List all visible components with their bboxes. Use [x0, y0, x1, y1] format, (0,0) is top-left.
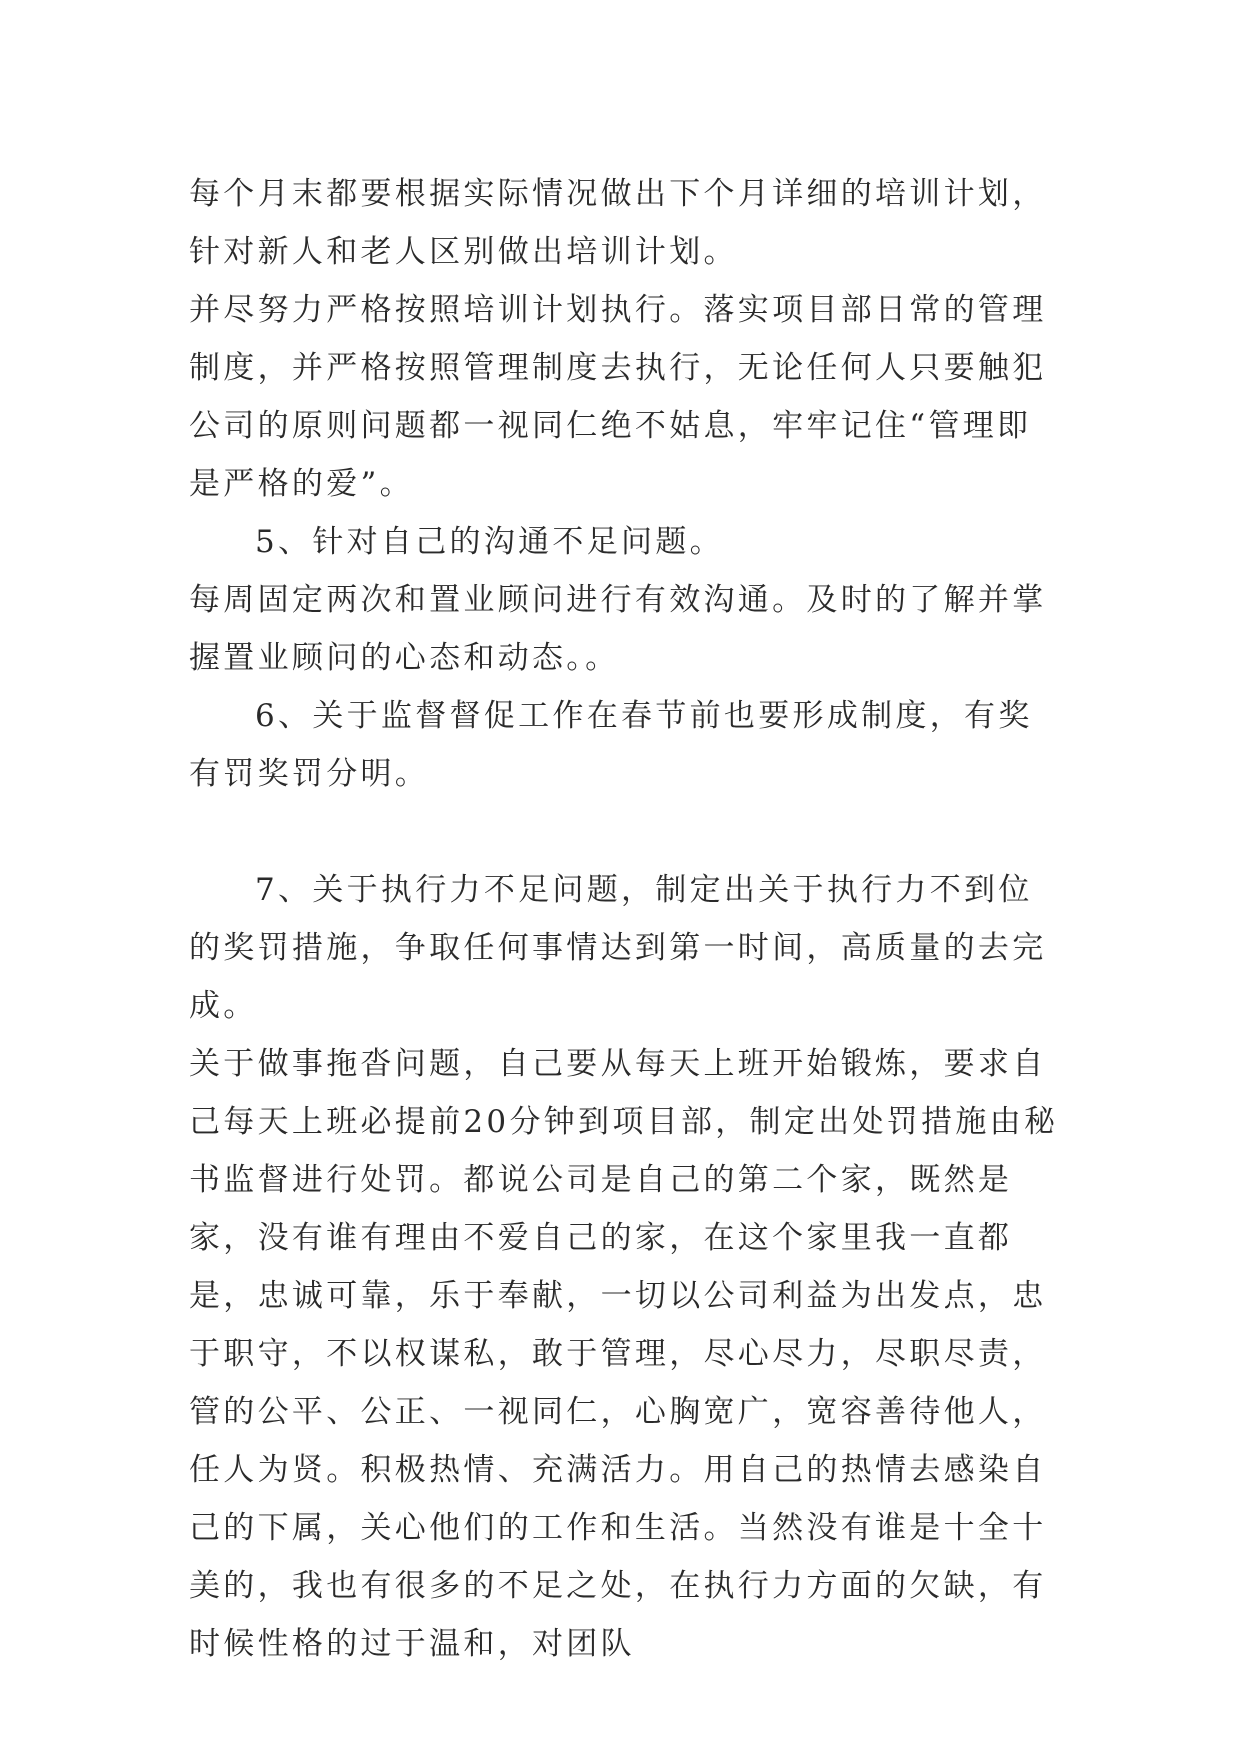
- paragraph-training-plan: 每个月末都要根据实际情况做出下个月详细的培训计划，针对新人和老人区别做出培训计划。: [189, 176, 1047, 270]
- paragraph-spacer: [189, 803, 1059, 861]
- paragraph-item-5: 5、针对自己的沟通不足问题。: [255, 524, 724, 560]
- paragraph-procrastination: 关于做事拖沓问题，自己要从每天上班开始锻炼，要求自己每天上班必提前20分钟到项目部，制定出处罚措施由秘书监督进行处罚。都说公司是自己的第二个家，既然是家，没有谁有理由不爱自己的家，在这个家里我一直都是，忠诚可靠，乐于奉献，一切以公司利益为出发点，忠于职守，不以权谋私，敢于管理，尽心尽力，尽职尽责，管的公平、公正、一视同仁，心胸宽广，宽容善待他人，任人为贤。积极热情、充满活力。用自己的热情去感染自己的下属，关心他们的工作和生活。当然没有谁是十全十美的，我也有很多的不足之处，在执行力方面的欠缺，有时候性格的过于温和，对团队: [189, 1046, 1059, 1662]
- paragraph-item-6: 6、关于监督督促工作在春节前也要形成制度，有奖有罚奖罚分明。: [189, 698, 1033, 792]
- paragraph-communication: 每周固定两次和置业顾问进行有效沟通。及时的了解并掌握置业顾问的心态和动态。。: [189, 582, 1047, 676]
- document-body: [189, 165, 1059, 1673]
- paragraph-management-system: 并尽努力严格按照培训计划执行。落实项目部日常的管理制度，并严格按照管理制度去执行，无论任何人只要触犯公司的原则问题都一视同仁绝不姑息，牢牢记住“管理即是严格的爱”。: [189, 292, 1047, 502]
- paragraph-item-7: 7、关于执行力不足问题，制定出关于执行力不到位的奖罚措施，争取任何事情达到第一时间，高质量的去完成。: [189, 872, 1047, 1024]
